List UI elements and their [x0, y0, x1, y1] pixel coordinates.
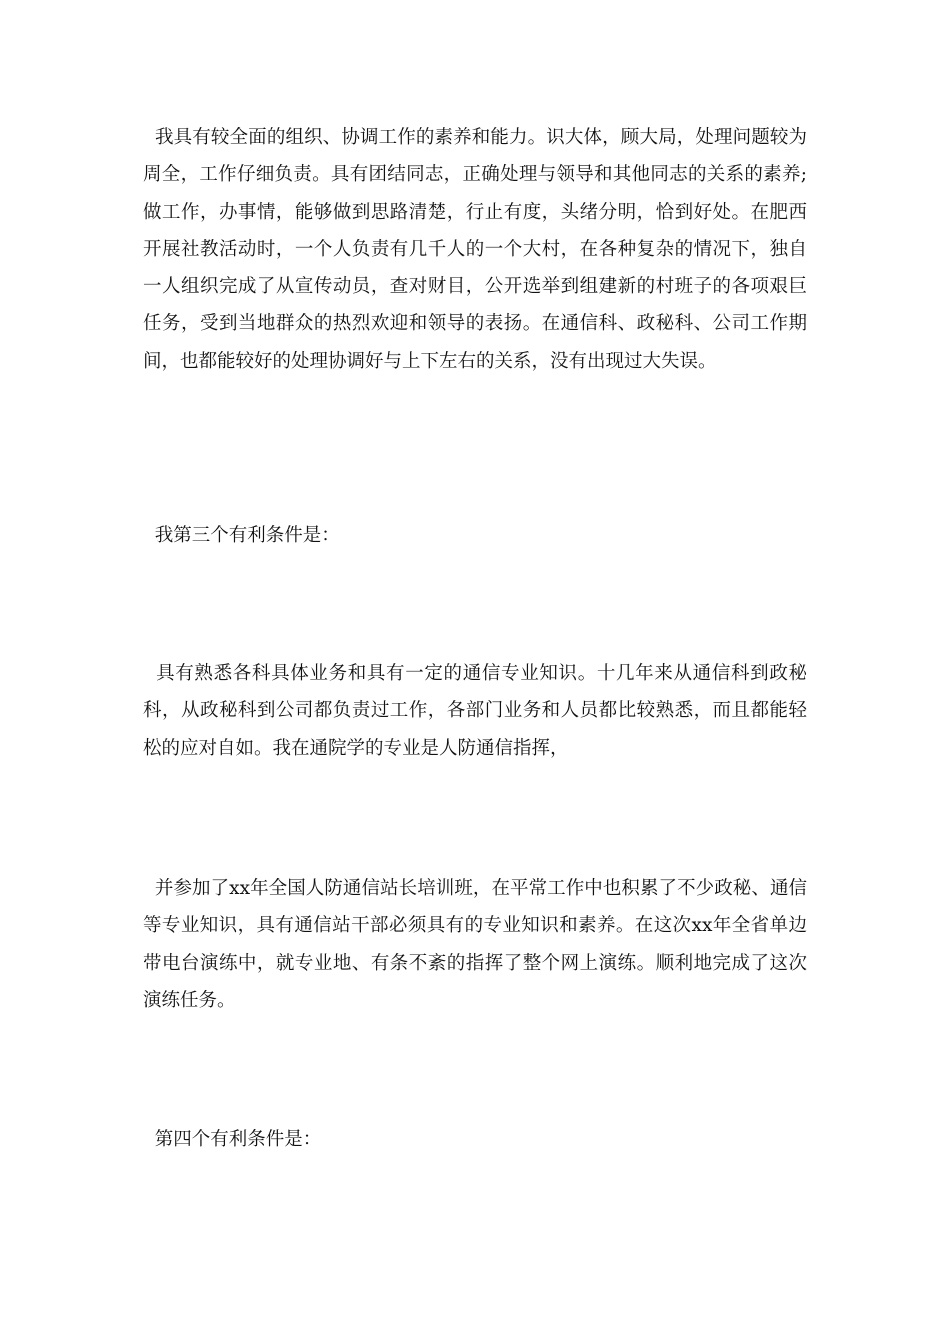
paragraph-training-and-drill: 并参加了xx年全国人防通信站长培训班，在平常工作中也积累了不少政秘、通信等专业知识，具有通信站干部必须具有的专业知识和素养。在这次xx年全省单边带电台演练中，就专业地、有条不紊的指挥了整个网上演练。顺利地完成了这次演练任务。 — [143, 878, 808, 1011]
paragraph-professional-knowledge: 具有熟悉各科具体业务和具有一定的通信专业知识。十几年来从通信科到政秘科，从政秘科到公司都负责过工作，各部门业务和人员都比较熟悉，而且都能轻松的应对自如。我在通院学的专业是人防通信指挥， — [143, 663, 807, 759]
paragraph-third-advantage-heading: 我第三个有利条件是： — [143, 525, 340, 546]
paragraph-organizational-ability: 我具有较全面的组织、协调工作的素养和能力。识大体，顾大局，处理问题较为周全，工作仔细负责。具有团结同志，正确处理与领导和其他同志的关系的素养;做工作，办事情，能够做到思路清楚，行止有度，头绪分明，恰到好处。在肥西开展社教活动时，一个人负责有几千人的一个大村，在各种复杂的情况下，独自一人组织完成了从宣传动员，查对财目，公开选举到组建新的村班子的各项艰巨任务，受到当地群众的热烈欢迎和领导的表扬。在通信科、政秘科、公司工作期间，也都能较好的处理协调好与上下左右的关系，没有出现过大失误。 — [143, 127, 807, 372]
paragraph-fourth-advantage-heading: 第四个有利条件是： — [143, 1129, 322, 1150]
